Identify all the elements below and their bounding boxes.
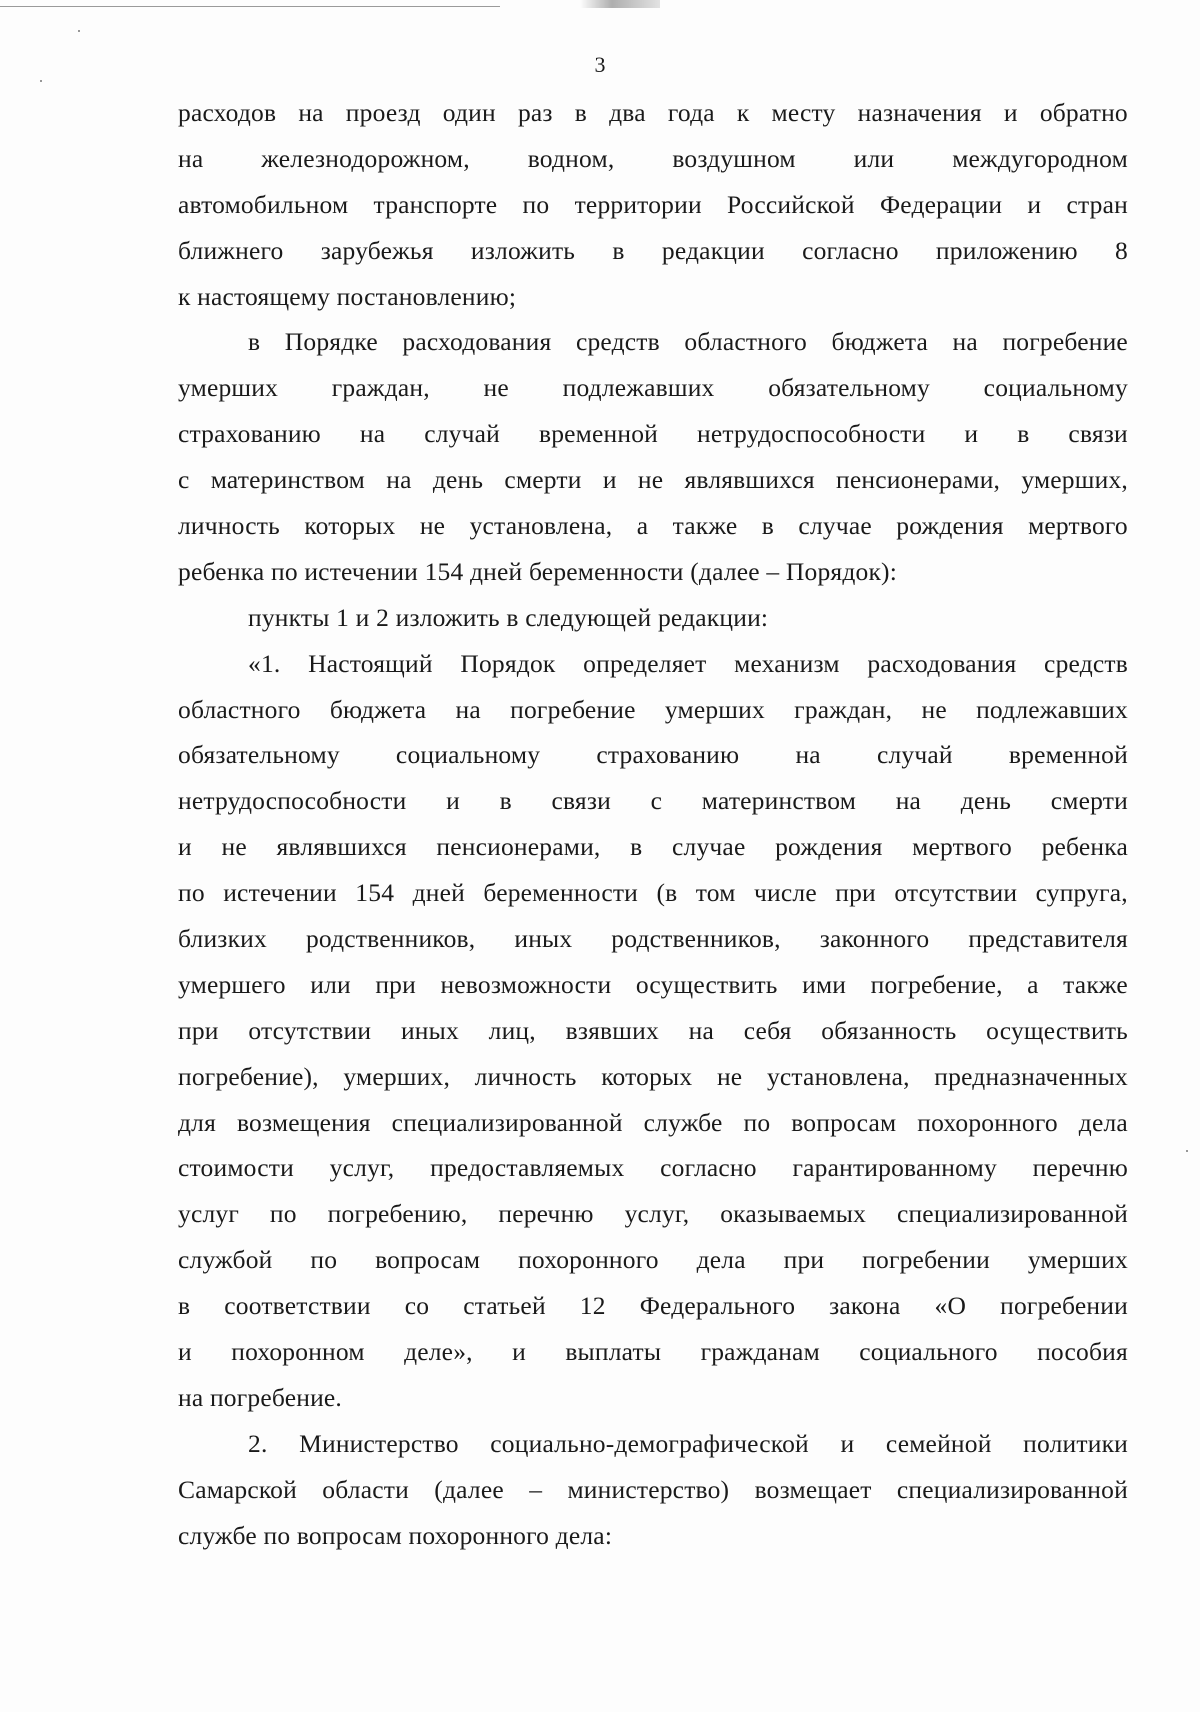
text-line: по истечении 154 дней беременности (в том числе при отсутствии супруга, [178, 878, 1128, 908]
scan-artifact-dot [1186, 1150, 1188, 1152]
text-line: умершего или при невозможности осуществить ими погребение, а также [178, 969, 1128, 999]
text-line: Самарской области (далее – министерство) возмещает специализированной [178, 1474, 1128, 1504]
text-line: и похоронном деле», и выплаты гражданам социального пособия [178, 1337, 1128, 1367]
scan-artifact-line [0, 6, 500, 7]
text-line: на погребение. [178, 1382, 343, 1412]
text-line: обязательному социальному страхованию на случай временной [178, 740, 1128, 770]
text-line: услуг по погребению, перечню услуг, оказываемых специализированной [178, 1199, 1128, 1229]
text-line: для возмещения специализированной службе по вопросам похоронного дела [178, 1107, 1128, 1137]
text-line: автомобильном транспорте по территории Российской Федерации и стран [178, 189, 1128, 219]
scan-artifact-dot [78, 30, 80, 32]
text-line: в соответствии со статьей 12 Федерального закона «О погребении [178, 1291, 1128, 1321]
scan-artifact-dot [40, 80, 42, 82]
text-line: близких родственников, иных родственников, законного представителя [178, 924, 1128, 954]
text-line: пункты 1 и 2 изложить в следующей редакции: [248, 602, 769, 632]
text-line: при отсутствии иных лиц, взявших на себя обязанность осуществить [178, 1015, 1128, 1045]
text-line: службой по вопросам похоронного дела при погребении умерших [178, 1245, 1128, 1275]
text-line: стоимости услуг, предоставляемых согласно гарантированному перечню [178, 1153, 1128, 1183]
text-line: расходов на проезд один раз в два года к месту назначения и обратно [178, 98, 1128, 127]
text-line: ближнего зарубежья изложить в редакции согласно приложению 8 [178, 235, 1128, 265]
text-line: с материнством на день смерти и не являвшихся пенсионерами, умерших, [178, 465, 1128, 495]
text-line: ребенка по истечении 154 дней беременности (далее – Порядок): [178, 556, 898, 586]
scan-artifact-smudge [580, 0, 660, 8]
text-line: страхованию на случай временной нетрудоспособности и в связи [178, 419, 1128, 449]
text-line: к настоящему постановлению; [178, 281, 517, 311]
text-line: умерших граждан, не подлежавших обязательному социальному [178, 373, 1128, 403]
page-number: 3 [594, 52, 606, 77]
text-line: личность которых не установлена, а также в случае рождения мертвого [178, 511, 1128, 541]
text-line: на железнодорожном, водном, воздушном или междугородном [178, 143, 1128, 173]
text-line: нетрудоспособности и в связи с материнством на день смерти [178, 786, 1128, 816]
text-line: и не являвшихся пенсионерами, в случае рождения мертвого ребенка [178, 832, 1128, 862]
text-line: 2. Министерство социально-демографической и семейной политики [248, 1428, 1128, 1458]
text-line: в Порядке расходования средств областного бюджета на погребение [248, 327, 1128, 357]
text-line: «1. Настоящий Порядок определяет механизм расходования средств [248, 648, 1128, 678]
document-body [178, 90, 1128, 1559]
text-line: службе по вопросам похоронного дела: [178, 1520, 613, 1550]
text-line: погребение), умерших, личность которых не установлена, предназначенных [178, 1061, 1128, 1091]
text-line: областного бюджета на погребение умерших граждан, не подлежавших [178, 694, 1128, 724]
